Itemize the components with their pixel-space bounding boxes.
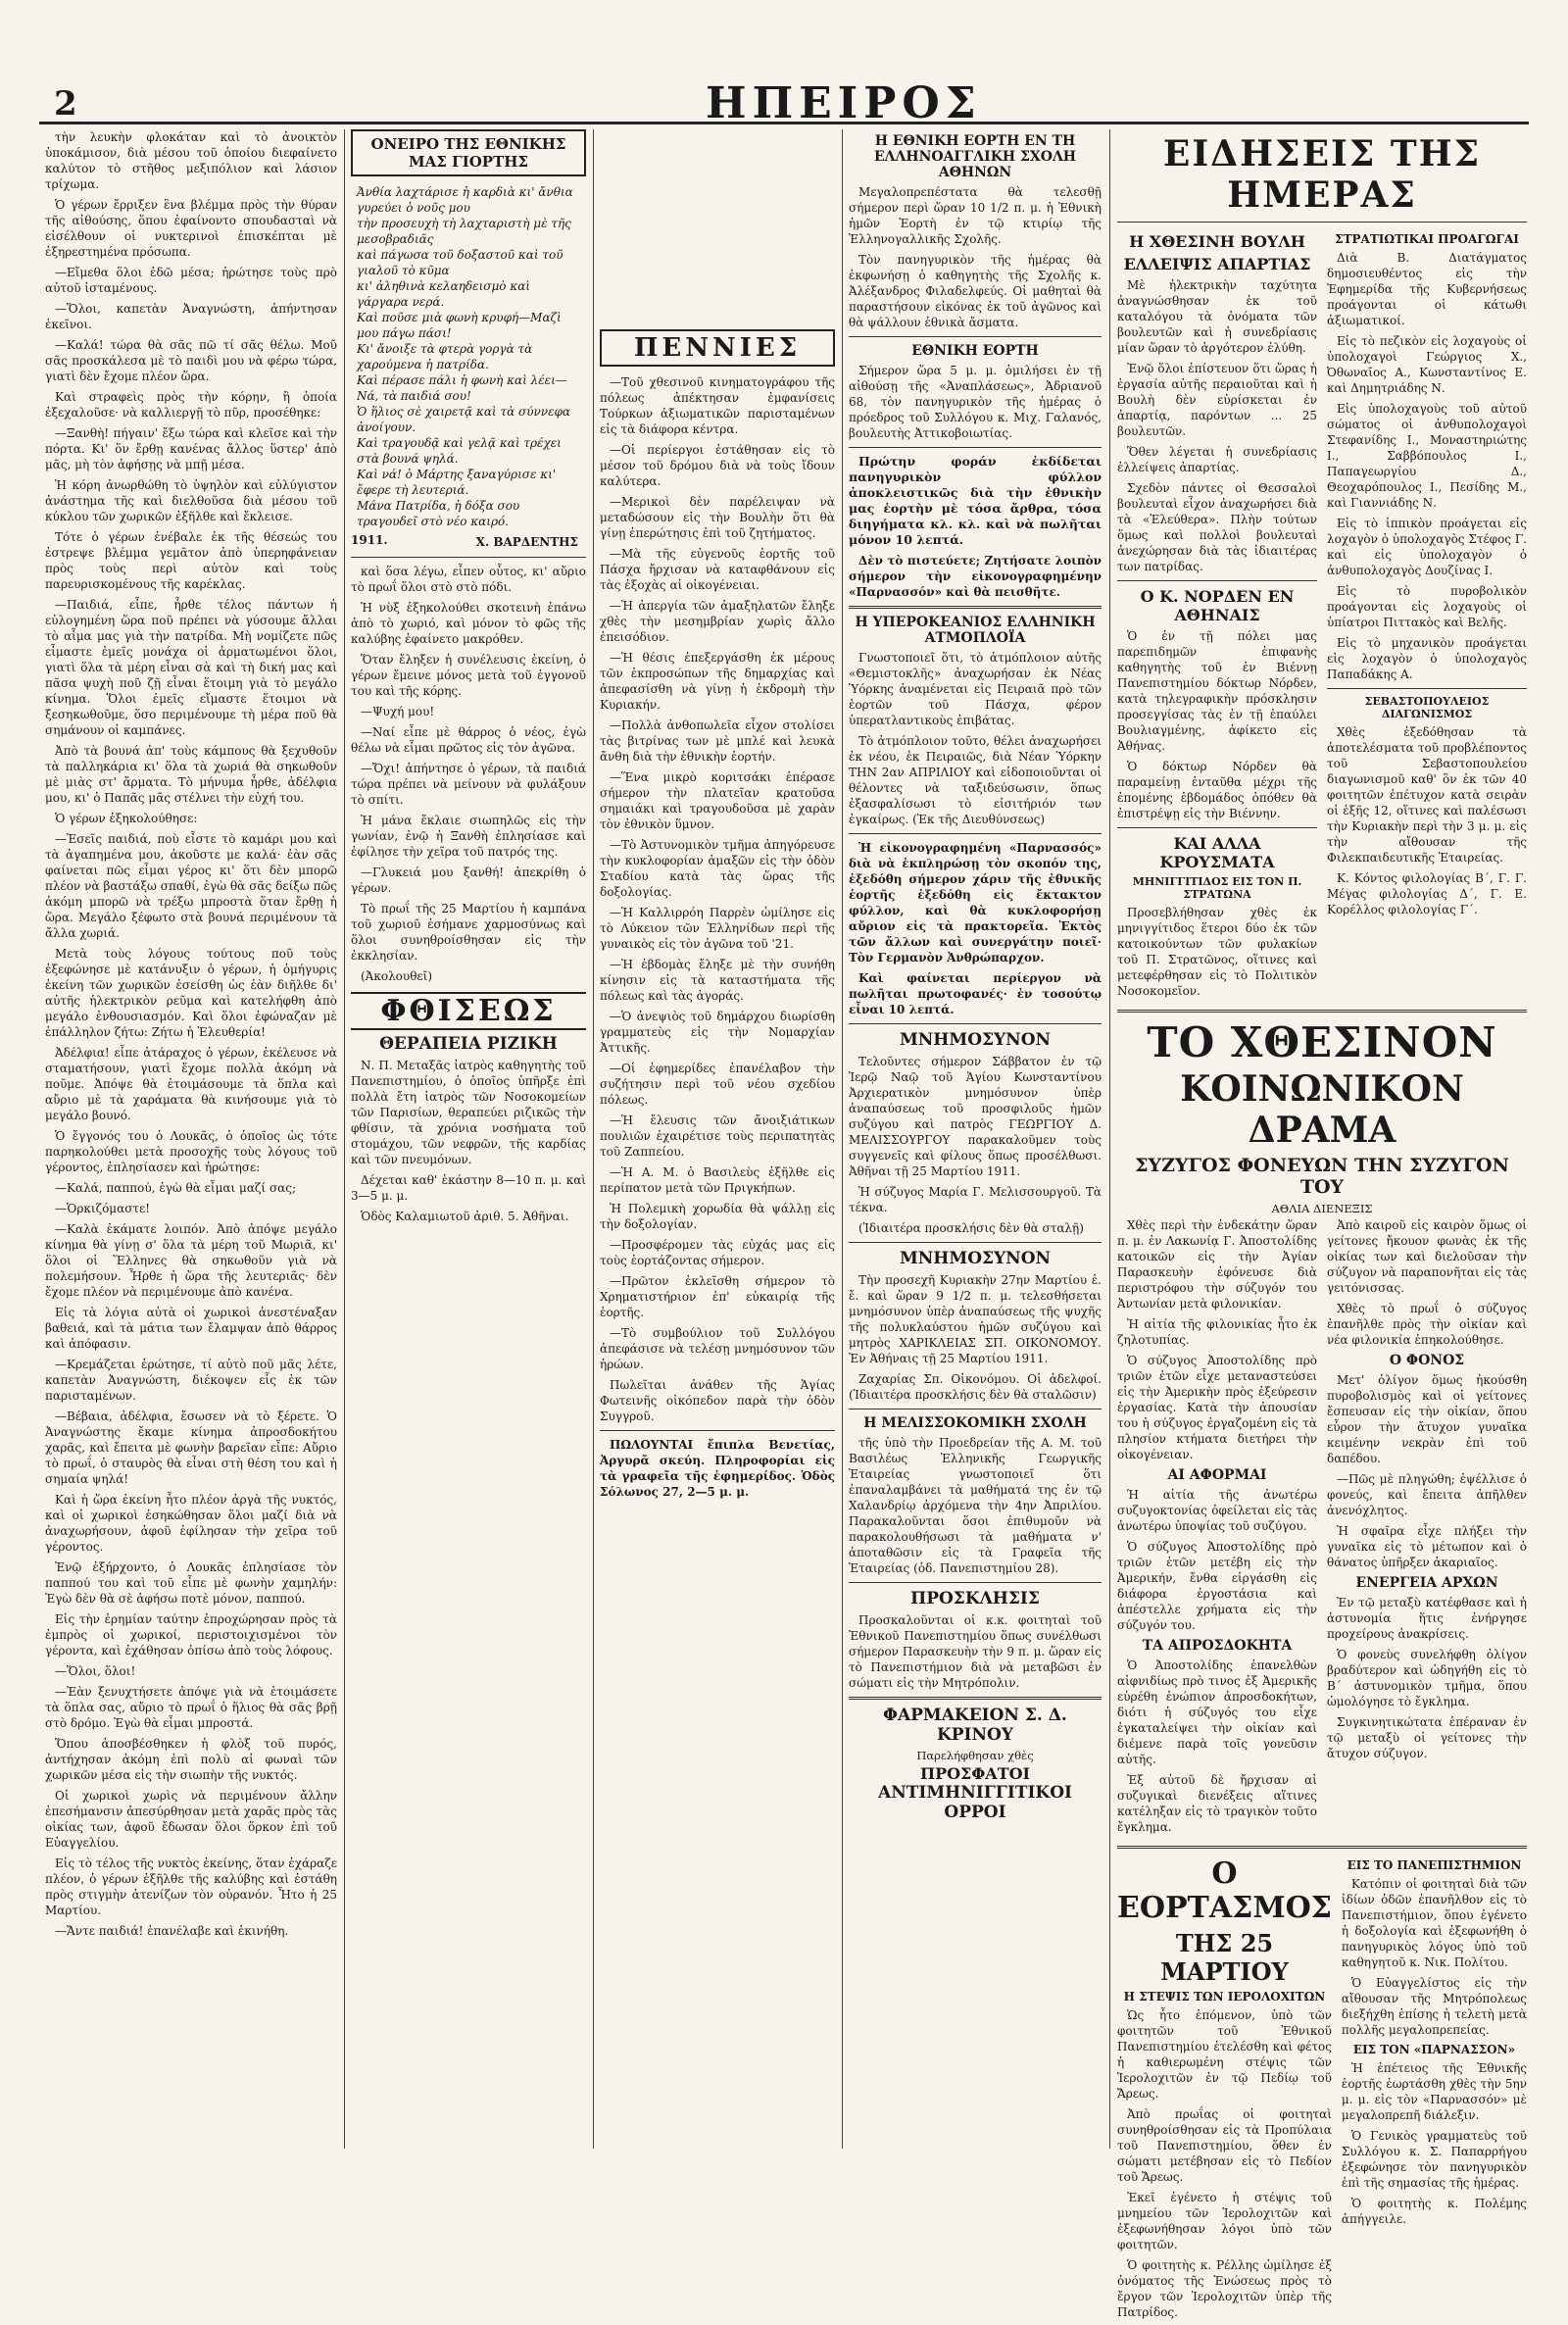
section-body	[1117, 628, 1317, 821]
article-paragraph: Εἰς τὰ λόγια αὐτὰ οἱ χωρικοὶ ἀνεστέναξαν βαθειά, καὶ τὰ μάτια των ἔλαμψαν ἀπὸ θάρρος καὶ ἀπόφασιν.	[45, 1306, 337, 1351]
pharmacy-line: ΑΝΤΙΜΗΝΙΓΓΙΤΙΚΟΙ ΟΡΡΟΙ	[878, 1782, 1072, 1822]
section-body	[1117, 1657, 1317, 1835]
paragraph: Ὁ Γενικὸς γραμματεὺς τοῦ Συλλόγου κ. Σ. Παπαρρήγου ἐξεφώνησε τὸν πανηγυρικὸν ἐπὶ τῆς σημασίας τῆς ἡμέρας.	[1341, 2128, 1527, 2190]
paragraph: Ὁ φονεὺς συνελήφθη ὀλίγον βραδύτερον καὶ ὡδηγήθη εἰς τὸ Β΄ ἀστυνομικὸν τμῆμα, ὅπου ὡμολόγησε τὸ ἔγκλημα.	[1327, 1647, 1527, 1708]
article-paragraph: Τότε ὁ γέρων ἐνέβαλε ἐκ τῆς θέσεώς του ἐστρεψε βλέμμα γεμᾶτον ἀπὸ ὑπερηφάνειαν πρὸς τοὺς περὶ αὐτὸν καὶ τοὺς παρευρισκομένους τῆς καρέκλας.	[45, 530, 337, 591]
article-paragraph: Ἀπὸ τὰ βουνά ἀπ' τοὺς κάμπους θὰ ξεχυθοῦν τὰ παλληκάρια κι' ὅλα τὰ χωριά θὰ σηκωθοῦν μὲ μιὰς στ' ἄρματα. Τὸ μήνυμα ἦρθε, ἀδέλφια μου, κι' ὁ Παπᾶς μᾶς στέλνει τὴν εὐχή του.	[45, 744, 337, 805]
article-paragraph: —Ἐσεῖς παιδιά, ποὺ εἶστε τὸ καμάρι μου καὶ τὰ ἀγαπημένα μου, ἀκοῦστε με καλά· ἐὰν σᾶς φαίνεται πῶς εἶμαι γέρος κι' ὅτι δὲν μπορῶ πλέον νὰ βαστάξω σπαθί, ἐγὼ θὰ σᾶς δείξω πῶς ἀκόμη μπορῶ νὰ τρέξω μπροστὰ ὅταν ἔρθῃ ἡ ὥρα. Μεγάλο ξέφωτο στὰ βουνά περιμένουν τὰ ἄλλα χωριά.	[45, 832, 337, 940]
article-paragraph: Καὶ ἡ ὥρα ἐκείνη ἦτο πλέον ἀργὰ τῆς νυκτός, καὶ οἱ χωρικοὶ ἐσηκώθησαν ὅλοι μαζί διὰ νὰ ἀναχωρήσουν, ἀφοῦ ἐφίλησαν τὴν χεῖρα τοῦ γέροντος.	[45, 1493, 337, 1554]
paragraph: Χθὲς ἐξεδόθησαν τὰ ἀποτελέσματα τοῦ προβλέποντος τοῦ Σεβαστοπουλείου διαγωνισμοῦ καθ' ὃν ἐκ τῶν 40 φοιτητῶν ἐπέτυχον κατὰ σειρὰν οἱ ἑξῆς 12, οἵτινες καὶ παλέσωσι τὴν Κυριακὴν περὶ τὴν 3 μ. μ. εἰς τὴν αἴθουσαν τῆς Φιλεκπαιδευτικῆς Ἑταιρείας.	[1327, 725, 1527, 865]
drama-title: ΚΟΙΝΩΝΙΚΟΝ ΔΡΑΜΑ	[1180, 1068, 1464, 1151]
section-body	[849, 1272, 1102, 1403]
article-paragraph: Ὁ γέρων ἐξηκολούθησε:	[55, 812, 198, 825]
article-paragraph: —Καλὰ ἐκάματε λοιπόν. Ἀπὸ ἀπόψε μεγάλο κίνημα θὰ γίνῃ σ' ὅλα τὰ μέρη τοῦ Μωριᾶ, κι' ὅλοι οἱ Ἕλληνες θὰ σηκωθοῦν γιὰ νὰ πολεμήσουν. Ἦρθε ἡ ὥρα τῆς λευτεριᾶς· δὲν ἔχομε πλέον νὰ περιμένουμε ἀπὸ κανένα.	[45, 1222, 337, 1299]
paragraph: Ἡ αἰτία τῆς φιλονικίας ἦτο ἐκ ζηλοτυπίας.	[1117, 1316, 1317, 1347]
ad-paragraph: Δέχεται καθ' ἑκάστην 8—10 π. μ. καὶ 3—5 μ. μ.	[351, 1173, 586, 1203]
divider	[849, 1582, 1102, 1583]
poem-line: Ὁ ἥλιος σὲ χαιρετᾷ καὶ τὰ σύννεφα ἀνοίγουν.	[357, 405, 571, 434]
article-paragraph: —Κρεμάζεται ἐρώτησε, τί αὐτὸ ποῦ μᾶς λέτε, καπετὰν Ἀναγνώστη, διέκοψεν εἷς ἐκ τῶν παρισταμένων.	[45, 1358, 337, 1403]
subsection-title: ΕΙΣ ΤΟΝ «ΠΑΡΝΑΣΣΟΝ»	[1352, 2042, 1516, 2056]
article-paragraph: —Ὁρκιζόμαστε!	[55, 1202, 151, 1215]
paragraph: Ὁ δόκτωρ Νόρδεν θὰ παραμείνῃ ἐνταῦθα μέχρι τῆς ἐπομένης ἑβδομάδος ὁπόθεν θὰ ἐπιστρέψῃ εἰς τὴν Βιέννην.	[1117, 760, 1317, 820]
section-title: ΕΘΝΙΚΗ ΕΟΡΤΗ	[911, 343, 1039, 359]
ad-body	[351, 1058, 586, 1224]
paragraph: Ὁ ἐν τῇ πόλει μας παρεπιδημῶν ἐπιφανὴς καθηγητὴς τοῦ ἐν Βιέννῃ Πανεπιστημίου δόκτωρ Νόρδεν, κατὰ τηλεγραφικὴν πρόσκλησιν προσεγγίσας τὰς ἐν τῇ ἐπαύλει Βουλιαγμένης, ἀφίκετο εἰς Ἀθήνας.	[1117, 629, 1317, 753]
divider	[1327, 688, 1527, 689]
divider	[849, 447, 1102, 448]
news-brief: —Προσφέρομεν τὰς εὐχάς μας εἰς τοὺς ἑορτάζοντας σήμερον.	[600, 1238, 835, 1267]
paragraph: Ζαχαρίας Σπ. Οἰκονόμου. Οἱ ἀδελφοί. (Ἰδιαιτέρα προσκλήσις δὲν θὰ σταλῶσιν)	[849, 1372, 1102, 1402]
news-brief: Ἡ Πολεμικὴ χορωδία θὰ ψάλλῃ εἰς τὴν δοξολογίαν.	[600, 1202, 835, 1231]
paragraph: Μὲ ἡλεκτρικὴν ταχύτητα ἀναγνώσθησαν ἐκ τοῦ καταλόγου τὰ ὀνόματα τῶν βουλευτῶν καὶ ἡ συνεδρίασις μίαν ὥραν τὸ ἀργότερον ἐλύθη.	[1117, 278, 1317, 355]
paragraph: Σχεδὸν πάντες οἱ Θεσσαλοὶ βουλευταὶ εἶχον ἀναχωρήσει διὰ τὰ «Ἐλεύθερα». Πλὴν τούτων ὅμως καὶ πολλοὶ βουλευταὶ ἀνεχώρησαν διὰ τὰς ἰδιαιτέρας των πατρίδας.	[1117, 481, 1317, 573]
poem-author: Χ. ΒΑΡΔΕΝΤΗΣ	[475, 535, 578, 549]
paragraph: Τὸ ἀτμόπλοιον τοῦτο, θέλει ἀναχωρήσει ἐκ νέου, ἐκ Πειραιῶς, διὰ Νέαν Ὑόρκην ΤΗΝ 2αν ΑΠΡΙΛΙΟΥ καὶ εἰδοποιοῦνται οἱ θέλοντες νὰ ταξιδεύσωσιν, ὅπως ἐξασφαλίσωσι τὸ εἰσιτήριόν των ἐγκαίρως. (Ἐκ τῆς Διευθύνσεως)	[849, 734, 1102, 826]
section-title: Η ΕΘΝΙΚΗ ΕΟΡΤΗ ΕΝ ΤΗ ΕΛΛΗΝΟΑΓΓΛΙΚΗ ΣΧΟΛΗ ΑΘΗΝΩΝ	[873, 133, 1077, 180]
promo-text: Καὶ φαίνεται περίεργον νὰ πωλῆται πρωτοφανές· ἐν τοσούτῳ εἶναι 10 λεπτά.	[849, 971, 1102, 1016]
poem-line: Καὶ τραγουδᾷ καὶ γελᾷ καὶ τρέχει στὰ βουνά ψηλά.	[357, 436, 562, 466]
article-paragraph: Μετὰ τοὺς λόγους τούτους ποῦ τοὺς ἐξεφώνησε μὲ κατάνυξιν ὁ γέρων, ἡ ὁμήγυρις ἐκείνη τῶν χωρικῶν ἐσείσθη ὡς ἐὰν διῆλθε δι' αὐτῆς ἡλεκτρικὸν ρεῦμα καὶ κατελήφθη ἀπὸ μεγάλο ἐνθουσιασμόν. Καὶ ὅλοι ἐφώναζαν μὲ ἐπάλληλον ζήτω: Ζήτω ἡ Ἐλευθερία!	[45, 947, 337, 1039]
article-paragraph: —Καλά! τώρα θὰ σᾶς πῶ τί σᾶς θέλω. Μοῦ σᾶς προσκάλεσα μὲ τὸ παιδὶ μου νὰ φέρω τώρα, γιατὶ δὲν ἔχομε πλέον ὥρα.	[45, 338, 337, 383]
article-paragraph: τὴν λευκὴν φλοκάταν καὶ τὸ ἀνοικτὸν ὑποκάμισον, διὰ μέσου τοῦ ὁποίου διεφαίνετο καλύτον τὸ στῆθος μεξιπόλιον καὶ λάσιον τρίχωμα.	[45, 130, 337, 191]
section-title: Η ΥΠΕΡΟΚΕΑΝΙΟΣ ΕΛΛΗΝΙΚΗ ΑΤΜΟΠΛΟΪΑ	[855, 615, 1096, 646]
column-1	[45, 129, 337, 2149]
section-title: ΜΝΗΜΟΣΥΝΟΝ	[899, 1030, 1052, 1050]
divider	[849, 606, 1102, 609]
section-body	[1327, 724, 1527, 917]
article-paragraph: Ὁ ἔγγονός του ὁ Λουκᾶς, ὁ ὁποῖος ὡς τότε παρηκολούθει μετὰ προσοχῆς τοὺς λόγους τοῦ γέροντος, ἐπλησίασεν καὶ ἠρώτησε:	[45, 1129, 337, 1174]
paragraph: Ἐν τῷ μεταξὺ κατέφθασε καὶ ἡ ἀστυνομία ἥτις ἐνήργησε προχείρους ἀνακρίσεις.	[1327, 1595, 1527, 1641]
paragraph: Τελοῦντες σήμερον Σάββατον ἐν τῷ Ἱερῷ Ναῷ τοῦ Ἁγίου Κωνσταντίνου Ἀρχιερατικὸν μνημόσυνον ὑπὲρ ἀναπαύσεως τοῦ προσφιλοῦς ἡμῶν συζύγου καὶ πατρὸς ΓΕΩΡΓΙΟΥ Δ. ΜΕΛΙΣΣΟΥΡΓΟΥ παρακαλοῦμεν τοὺς συγγενεῖς καὶ φίλους ὅπως προσέλθωσι. Ἀθῆναι τῇ 25 Μαρτίου 1911.	[849, 1055, 1102, 1178]
poem-line: Μάνα Πατρίδα, ἡ δόξα σου τραγουδεῖ στὸ νέο καιρό.	[357, 499, 520, 528]
divider	[1117, 827, 1317, 828]
section-body	[1327, 1595, 1527, 1761]
news-brief: —Ἡ ἐβδομὰς ἔληξε μὲ τὴν συνήθη κίνησιν εἰς τὰ καταστήματα τῆς πόλεως καὶ τὰς ἀγοράς.	[600, 958, 835, 1003]
paragraph: Κατόπιν οἱ φοιτηταὶ διὰ τῶν ἰδίων ὁδῶν ἐπανῆλθον εἰς τὸ Πανεπιστήμιον, ὅπου ἐγένετο ἡ δοξολογία καὶ ἐξεφωνήθη ὁ πανηγυρικὸς λόγος ὑπὸ τοῦ καθηγητοῦ κ. Νικ. Πολίτου.	[1341, 1876, 1527, 1969]
paragraph: Προσκαλοῦνται οἱ κ.κ. φοιτηταὶ τοῦ Ἐθνικοῦ Πανεπιστημίου ὅπως συνέλθωσι σήμερον Παρασκευὴν τὴν 9 π. μ. ὥραν εἰς τὸ Πανεπιστήμιον διὰ νὰ μεταβῶσι ἐν σώματι εἰς τὴν Μητρόπολιν.	[849, 1613, 1102, 1690]
section-title: Η ΜΕΛΙΣΣΟΚΟΜΙΚΗ ΣΧΟΛΗ	[863, 1415, 1087, 1431]
subsection-title: ΑΙ ΑΦΟΡΜΑΙ	[1167, 1466, 1267, 1483]
drama-title: ΤΟ ΧΘΕΣΙΝΟΝ	[1147, 1018, 1497, 1066]
subsection-title: ΣΕΒΑΣΤΟΠΟΥΛΕΙΟΣ ΔΙΑΓΩΝΙΣΜΟΣ	[1364, 695, 1490, 720]
news-brief: —Ἡ θέσις ἐπεξεργάσθη ἐκ μέρους τῶν ἐκπροσώπων τῆς δημαρχίας καὶ ἀπεφασίσθη νὰ γίνῃ ἡ ἐκδρομὴ τὴν Κυριακήν.	[600, 651, 835, 712]
paragraph: Ἐνῷ ὅλοι ἐπίστευον ὅτι ὥρας ἡ ἐργασία αὐτῆς περαιοῦται καὶ ἡ Βουλὴ δὲν εὑρίσκεται ἐν ἀπαρτίᾳ, παρόντων ... 25 βουλευτῶν.	[1117, 362, 1317, 438]
divider	[849, 336, 1102, 337]
column-divider	[344, 129, 345, 2149]
subsection-title: Ο Κ. ΝΟΡΔΕΝ ΕΝ ΑΘΗΝΑΙΣ	[1140, 587, 1295, 624]
paragraph: Ἡ αἰτία τῆς ἀνωτέρω συζυγοκτονίας ὀφείλεται εἰς τὰς ἀνωτέρω ὑποψίας τοῦ συζύγου.	[1117, 1487, 1317, 1533]
paragraph: —Πῶς μὲ πληγώθη; ἐψέλλισε ὁ φονεύς, καὶ ἔπειτα ἀπῆλθεν ἀνενόχλητος.	[1327, 1471, 1527, 1517]
news-briefs	[600, 374, 835, 1424]
paragraph: Συγκινητικώτατα ἐπέραναν ἐν τῷ μεταξὺ οἱ γείτονες τὴν ἄτυχον σύζυγον.	[1327, 1714, 1527, 1760]
poem-line: κι' ἀληθινὰ κελαηδεισμὸ καὶ γάργαρα νερά.	[357, 279, 531, 309]
section-body	[849, 363, 1102, 441]
ad-subtitle: ΘΕΡΑΠΕΙΑ ΡΙΖΙΚΗ	[379, 1034, 558, 1054]
header-rule	[39, 122, 1529, 124]
divider	[849, 1023, 1102, 1024]
story-paragraph: καὶ ὅσα λέγω, εἶπεν οὗτος, κι' αὔριο τὸ πρωΐ ὅλοι στὸ στὸ πόδι.	[351, 565, 586, 594]
section-body	[849, 1435, 1102, 1576]
section-body	[1342, 1876, 1527, 2038]
news-brief: —Πρῶτον ἐκλεῖσθη σήμερον τὸ Χρηματιστήριον ἐπ' εὐκαιρίᾳ τῆς ἑορτῆς.	[600, 1274, 835, 1319]
pennies-title: ΠΕΝΝΙΕΣ	[600, 329, 835, 367]
news-brief: —Τοῦ χθεσινοῦ κινηματογράφου τῆς πόλεως ἀπέκτησαν ἐμφανίσεις Τούρκων ἀξιωματικῶν παρισταμένων εἰς τὰ διάφορα κέντρα.	[600, 375, 835, 436]
story-paragraph: Τὸ πρωΐ τῆς 25 Μαρτίου ἡ καμπάνα τοῦ χωριοῦ ἐσήμανε χαρμοσύνως καὶ ὅλοι συνηθροίσθησαν εἰς τὴν ἐκκλησίαν.	[351, 902, 586, 963]
paragraph: Ἀπὸ πρωΐας οἱ φοιτηταὶ συνηθροίσθησαν εἰς τὰ Προπύλαια τοῦ Πανεπιστημίου, ὅθεν ἐν σώματι μετέβησαν εἰς τὸ Πεδίον τοῦ Ἄρεως.	[1117, 2106, 1332, 2184]
paragraph: Εἰς τὸ πυροβολικὸν προάγονται εἰς λοχαγοὺς οἱ ὑπίατροι Πιττακὸς καὶ Βελῆς.	[1327, 584, 1527, 629]
paragraph: Ἡ σφαῖρα εἶχε πλήξει τὴν γυναῖκα εἰς τὸ μέτωπον καὶ ὁ θάνατος ὑπῆρξεν ἀκαριαῖος.	[1327, 1523, 1527, 1569]
divider	[1117, 222, 1527, 223]
news-brief: —Οἱ περίεργοι ἐστάθησαν εἰς τὸ μέσον τοῦ δρόμου διὰ νὰ τοὺς ἴδουν καλύτερα.	[600, 443, 835, 488]
article-paragraph: —Βέβαια, ἀδέλφια, ἔσωσεν νὰ τὸ ξέρετε. Ὁ Ἀναγνώστης ἔκαμε κίνημα ἀπροσδοκήτου χαρᾶς, καὶ ἔπειτα μὲ φωνὴν βαρεῖαν εἶπε: Αὔριο τὸ πρωΐ, ὁ σταυρὸς θὰ εἶναι στὴ θέση του καὶ ἡ σημαία ψηλά!	[45, 1410, 337, 1486]
subsection-title: ΚΑΙ ΑΛΛΑ ΚΡΟΥΣΜΑΤΑ	[1159, 834, 1275, 871]
story-paragraph: (Ἀκολουθεῖ)	[361, 969, 433, 983]
paragraph: Ὁ σύζυγος Ἀποστολίδης πρὸ τριῶν ἐτῶν μετέβη εἰς τὴν Ἀμερικήν, ἔνθα εἰργάσθη εἰς διάφορα ἐργοστάσια καὶ ἀπέστελλε χρήματα εἰς τὴν σύζυγόν του.	[1117, 1539, 1317, 1632]
divider	[1117, 1846, 1527, 1849]
news-brief: —Πολλὰ ἀνθοπωλεῖα εἶχον στολίσει τὰς βιτρίνας των μὲ μπλέ καὶ λευκὰ ἄνθη διὰ τὴν ἐθνικὴν ἑορτήν.	[600, 718, 835, 764]
news-brief: —Ἡ ἀπεργία τῶν ἀμαξηλατῶν ἔληξε χθὲς τὴν μεσημβρίαν χωρὶς ἄλλο ἐπεισόδιον.	[600, 599, 835, 644]
festival-subtitle: Η ΣΤΕΨΙΣ ΤΩΝ ΙΕΡΟΛΟΧΙΤΩΝ	[1123, 1989, 1326, 2003]
poem-line: Ἀνθία λαχτάρισε ἡ καρδιὰ κι' ἄνθια γυρεύει ὁ νοῦς μου	[357, 185, 573, 215]
poem-line: Καὶ νά! ὁ Μάρτης ξαναγύρισε κι' ἔφερε τὴ λευτεριά.	[357, 468, 557, 497]
paragraph: Ὁ Ἀποστολίδης ἐπανελθὼν αἰφνιδίως πρὸ τινος ἐξ Ἀμερικῆς εὑρέθη ἐνώπιον ἀπροσδοκήτων, διότι ἡ σύζυγός του εἶχε ἐγκαταλείψει τὴν οἰκίαν καὶ διέμενε παρὰ τοῖς γονεῦσιν αὐτῆς.	[1117, 1657, 1317, 1766]
poem-body	[351, 184, 586, 529]
news-brief: —Ἡ ἔλευσις τῶν ἄνοιξιάτικων πουλιῶν ἐχαιρέτισε τοὺς περιπατητὰς τοῦ Ζαππείου.	[600, 1113, 835, 1159]
masthead: ΗΠΕΙΡΟΣ	[706, 78, 982, 128]
paragraph: Εἰς τὸ πεζικὸν εἰς λοχαγοὺς οἱ ὑπολοχαγοὶ Γεώργιος Χ., Ὀθωναῖος Α., Κωνσταντίνος Ε. καὶ Δημητριάδης Ν.	[1327, 334, 1527, 395]
story-paragraph: —Ψυχή μου!	[361, 705, 435, 718]
article-paragraph: Ὁ γέρων ἔρριξεν ἓνα βλέμμα πρὸς τὴν θύραν τῆς αἰθούσης, ὅπου ἐφαίνοντο σπουδασταὶ νὰ εἰσέλθουν οἱ νυκτερινοὶ ἐπισκέπται μὲ ἐξηρεστημένα πρόσωπα.	[45, 198, 337, 259]
article-paragraph: —Ξανθὴ! πήγαιν' ἔξω τώρα καὶ κλεῖσε καὶ τὴν πόρτα. Κι' ὅν ἔρθῃ κανένας ἄλλος ὕστερ' ἀπὸ μᾶς, μὴ τὸν ἀφήσῃς νὰ μπῇ μέσα.	[45, 426, 337, 471]
article-paragraph: Ἡ κόρη ἀνωρθώθη τὸ ὑψηλὸν καὶ εὐλύγιστον ἀνάστημα τῆς καὶ διελθοῦσα διὰ μέσου τοῦ κύκλου τῶν χωρικῶν ἐξῆλθε καὶ ἔκλεισε.	[45, 478, 337, 523]
divider	[849, 1697, 1102, 1700]
promo-text: Ἡ εἰκονογραφημένη «Παρνασσός» διὰ νὰ ἐκπληρώσῃ τὸν σκοπόν της, ἐξεδόθη σήμερον χάριν τῆς ἐθνικῆς ἑορτῆς ἐξεδόθη εἰς ἔκτακτον φύλλον, καὶ θὰ κυκλοφορήσῃ αὔριον εἰς τὰ πρακτορεῖα. Ἐκτὸς τῶν ἄλλων καὶ συνεργάτην ποιεῖ· Τὸν Γερμανὸν Ἀνθρώπαρχον.	[849, 841, 1102, 965]
classified-ad: ΠΩΛΟΥΝΤΑΙ ἔπιπλα Βενετίας, Ἀργυρᾶ σκεύη. Πληροφορίαι εἰς τὰ γραφεῖα τῆς ἐφημερίδος. Ὁδὸς Σόλωνος 27, 2—5 μ. μ.	[600, 1438, 835, 1499]
subsection-title: Ο ΦΟΝΟΣ	[1389, 1352, 1465, 1368]
paragraph: Εἰς ὑπολοχαγοὺς τοῦ αὐτοῦ σώματος οἱ ἀνθυπολοχαγοὶ Στεφανίδης Ι., Μοναστηριώτης Ι., Σαββόπουλος Ι., Παπαγεωργίου Δ., Θεοχαρόπουλος Ι., Πεσίδης Μ., καὶ Γιαννιάδης Ν.	[1327, 402, 1527, 510]
drama-subtitle: ΑΘΛΙΑ ΔΙΕΝΕΞΙΣ	[1271, 1202, 1373, 1215]
section-body	[849, 184, 1102, 330]
divider	[600, 1430, 835, 1431]
article-paragraph: —Ὅλοι, ὅλοι!	[55, 1664, 136, 1678]
section-body	[1117, 905, 1317, 999]
section-body	[849, 1612, 1102, 1691]
paragraph: Μετ' ὀλίγον ὅμως ἠκούσθη πυροβολισμὸς καὶ οἱ γείτονες ἔσπευσαν εἰς τὴν οἰκίαν, ὅπου εὗρον τὴν ἄτυχον γυναῖκα κειμένην νεκρὰν ἐπὶ τοῦ δαπέδου.	[1327, 1372, 1527, 1465]
news-brief: —Ἡ Α. Μ. ὁ Βασιλεὺς ἐξῆλθε εἰς περίπατον μετὰ τῶν Πριγκήπων.	[600, 1165, 835, 1195]
news-brief: —Τὸ συμβούλιον τοῦ Συλλόγου ἀπεφάσισε νὰ τελέσῃ μνημόσυνον τῶν ἡρώων.	[600, 1326, 835, 1371]
poem-line: Καὶ πέρασε πάλι ἡ φωνὴ καὶ λέει— Νά, τὰ παιδιά σου!	[357, 373, 567, 403]
article-paragraph: —Ὅλοι, καπετὰν Ἀναγνώστη, ἀπήντησαν ἐκεῖνοι.	[45, 302, 337, 331]
paragraph: Τὴν προσεχῆ Κυριακὴν 27ην Μαρτίου ἐ. ἔ. καὶ ὥραν 9 1/2 π. μ. τελεσθήσεται μνημόσυνον ὑπὲρ ἀναπαύσεως τῆς ψυχῆς τῆς πολυκλαύστου ἡμῶν συζύγου καὶ μητρὸς ΧΑΡΙΚΛΕΙΑΣ ΣΠ. ΟΙΚΟΝΟΜΟΥ. Ἐν Ἀθήναις τῇ 25 Μαρτίου 1911.	[849, 1273, 1102, 1365]
subsection-subtitle: ΕΛΛΕΙΨΙΣ ΑΠΑΡΤΙΑΣ	[1123, 255, 1311, 273]
section-body	[1117, 1217, 1317, 1462]
section-title: ΠΡΟΣΚΛΗΣΙΣ	[910, 1589, 1040, 1608]
section-body	[1117, 2007, 1332, 2320]
serial-story	[351, 564, 586, 984]
article-paragraph: —Ἄντε παιδιά! ἐπανέλαβε καὶ ἐκινήθη.	[55, 1924, 289, 1938]
subsection-title: ΣΤΡΑΤΙΩΤΙΚΑΙ ΠΡΟΑΓΩΓΑΙ	[1335, 232, 1519, 246]
paragraph: Ἡ σύζυγος Μαρία Γ. Μελισσουργοῦ. Τὰ τέκνα.	[849, 1185, 1102, 1214]
pharmacy-line: Παρελήφθησαν χθὲς	[916, 1749, 1034, 1762]
subsection-title: ΕΙΣ ΤΟ ΠΑΝΕΠΙΣΤΗΜΙΟΝ	[1347, 1857, 1522, 1872]
section-body	[1327, 1217, 1527, 1348]
column-2	[351, 129, 586, 2149]
paragraph: τῆς ὑπὸ τὴν Προεδρείαν τῆς Α. Μ. τοῦ Βασιλέως Ἑλληνικῆς Γεωργικῆς Ἑταιρείας γνωστοποιεῖ ὅτι ἐπαναλαμβάνει τὰ μαθήματά της ἐν τῷ Χαλανδρίῳ ἀρχόμενα τὴν 4ην Ἀπριλίου. Παρακαλοῦνται ὅσοι ἐπιθυμοῦν νὰ παρακολουθήσωσι τὰ μαθήματα ν' ἀποταθῶσιν εἰς τὰ Γραφεῖα τῆς Ἑταιρείας (ὁδ. Πανεπιστημίου 28).	[849, 1436, 1102, 1575]
article-paragraph: Ὅπου ἀποσβέσθηκεν ἡ φλὸξ τοῦ πυρός, ἀντήχησαν ἀκόμη ἐπὶ πολὺ αἱ φωναὶ τῶν χωρικῶν μέσα εἰς τὴν σιωπὴν τῆς νυκτός.	[45, 1737, 337, 1782]
column-divider	[593, 129, 594, 2149]
paragraph: Κ. Κόντος φιλολογίας Β΄, Γ. Γ. Μέγας φιλολογίας Δ΄, Γ. Ε. Κορέλλος φιλολογίας Γ΄.	[1327, 871, 1527, 916]
paragraph: Ἡ ἐπέτειος τῆς Ἐθνικῆς ἑορτῆς ἐωρτάσθη χθὲς τὴν 5ην μ. μ. εἰς τὸν «Παρνασσόν» μὲ μεγαλοπρεπῆ διάλεξιν.	[1341, 2060, 1527, 2122]
promo-text: Πρώτην φοράν ἐκδίδεται πανηγυρικὸν φύλλον ἀποκλειστικῶς διὰ τὴν ἐθνικὴν μας ἑορτὴν μὲ τόσα ἄρθρα, τόσα διηγήματα κλ. κλ. καὶ νὰ πωλῆται μόνον 10 λεπτά.	[849, 454, 1102, 547]
pharmacy-line: ΠΡΟΣΦΑΤΟΙ	[919, 1763, 1031, 1783]
news-brief: —Ὁ ἀνεψιὸς τοῦ δημάρχου διωρίσθη γραμματεὺς εἰς τὴν Νομαρχίαν Ἀττικῆς.	[600, 1010, 835, 1055]
article-paragraph: Ἀδέλφια! εἶπε ἀτάραχος ὁ γέρων, ἐκέλευσε νὰ σταματήσουν, γιατὶ ἔχομε πολλὰ ἀκόμη νὰ ποῦμε. Ἀπόψε θὰ ἐτοιμάσουμε τὰ ὅπλα καὶ αὔριο μὲ τὰ χαράματα θὰ κινήσουμε γιὰ τὸ μεγάλο βουνό.	[45, 1046, 337, 1122]
paragraph: Τὸν πανηγυρικὸν τῆς ἡμέρας θὰ ἐκφωνήσῃ ὁ καθηγητὴς τῆς Σχολῆς κ. Ἀλέξανδρος Φιλαδελφεύς. Οἱ μαθηταὶ θὰ παραστήσουν εἰκόνας ἐκ τοῦ ἀγῶνος καὶ θὰ ψάλλουν ἐθνικὰ ἄσματα.	[849, 253, 1102, 329]
paragraph: Ὁ σύζυγος Ἀποστολίδης πρὸ τριῶν ἐτῶν εἶχε μεταναστεύσει εἰς τὴν Ἀμερικὴν πρὸς ἐξεύρεσιν ἐργασίας. Κατὰ τὴν ἀπουσίαν του ἡ σύζυγος ἐργαζομένη εἰς τὰ πλησίον κτήματα διετήρει τὴν οἰκογένειαν.	[1117, 1353, 1317, 1461]
news-brief: —Μερικοὶ δὲν παρέλειψαν νὰ μεταδώσουν εἰς τὴν Βουλὴν ὅτι θὰ γίνῃ ἐπερώτησις ἐπὶ τοῦ ζητήματος.	[600, 495, 835, 540]
article-paragraph: —Καλά, παππού, ἐγὼ θὰ εἶμαι μαζί σας;	[55, 1181, 296, 1195]
poem-year: 1911.	[351, 533, 388, 547]
divider	[849, 1242, 1102, 1243]
story-paragraph: Ἡ μάνα ἔκλαιε σιωπηλῶς εἰς τὴν γωνίαν, ἐνῷ ἡ Ξανθὴ ἐπλησίασε καὶ ἐφίλησε τὴν χεῖρα τοῦ πατρός της.	[351, 814, 586, 859]
section-body	[849, 650, 1102, 827]
paragraph: Σήμερον ὥρα 5 μ. μ. ὁμιλήσει ἐν τῇ αἰθούσῃ τῆς «Ἀναπλάσεως», Ἀδριανοῦ 68, τὸν πανηγυρικὸν τῆς ἡμέρας ὁ πρόεδρος τοῦ Συλλόγου κ. Μιχ. Γαλανός, βουλευτὴς Ἀττικοβοιωτίας.	[849, 364, 1102, 440]
article-paragraph: —Ἐὰν ξενυχτήσετε ἀπόψε γιὰ νὰ ἑτοιμάσετε τὰ ὅπλα σας, αὔριο τὸ πρωΐ ὁ ἥλιος θὰ σᾶς βρῇ στὸ δρόμο. Ἐγὼ θὰ εἶμαι μπροστά.	[45, 1685, 337, 1730]
story-paragraph: —Ναί εἶπε μὲ θάρρος ὁ νέος, ἐγὼ θέλω νὰ εἶμαι πρῶτος εἰς τὸν ἀγῶνα.	[351, 725, 586, 755]
paragraph: Ὡς ἦτο ἑπόμενον, ὑπὸ τῶν φοιτητῶν τοῦ Ἐθνικοῦ Πανεπιστημίου ἐτελέσθη καὶ φέτος ἡ καθιερωμένη στέψις τῶν Ἱερολοχιτῶν ἐν τῷ Πεδίῳ τοῦ Ἄρεως.	[1117, 2007, 1332, 2101]
pharmacy-title: ΦΑΡΜΑΚΕΙΟΝ Σ. Δ. ΚΡΙΝΟΥ	[883, 1706, 1067, 1745]
section-body	[1342, 2060, 1527, 2227]
news-brief: —Τὸ Ἀστυνομικὸν τμῆμα ἀπηγόρευσε τὴν κυκλοφορίαν ἁμαξῶν εἰς τὴν ὁδὸν Σταδίου κατὰ τὰς ὥρας τῆς δοξολογίας.	[600, 838, 835, 899]
news-brief: —Ἕνα μικρὸ κοριτσάκι ἐπέρασε σήμερον τὴν πλατεῖαν κρατοῦσα σημαιάκι καὶ τραγουδοῦσα μὲ χαρὰν τὸν ἐθνικὸν ὕμνον.	[600, 770, 835, 831]
divider	[1117, 1010, 1527, 1013]
section-body	[1117, 277, 1317, 574]
story-paragraph: —Γλυκειά μου ξανθή! ἀπεκρίθη ὁ γέρων.	[351, 866, 586, 895]
article-paragraph: —Εἴμεθα ὅλοι ἐδῶ μέσα; ἠρώτησε τοὺς πρὸ αὐτοῦ ἱσταμένους.	[45, 266, 337, 295]
story-paragraph: —Ὄχι! ἀπήντησε ὁ γέρων, τὰ παιδιά τώρα πρέπει νὰ μείνουν νὰ φυλάξουν τὸ σπίτι.	[351, 762, 586, 807]
section-title: ΜΝΗΜΟΣΥΝΟΝ	[899, 1249, 1052, 1268]
paragraph: Διὰ Β. Διατάγματος δημοσιευθέντος εἰς τὴν Ἐφημερίδα τῆς Κυβερνήσεως προάγονται οἱ κάτωθι ἀξιωματικοί.	[1327, 251, 1527, 327]
paragraph: Εἰς τὸ ἱππικὸν προάγεται εἰς λοχαγὸν ὁ ὑπολοχαγὸς Στέφος Γ. καὶ εἰς ὑπολοχαγὸν ὁ ἀνθυπολοχαγὸς Δουζίνας Ι.	[1327, 517, 1527, 577]
subsection-title: Η ΧΘΕΣΙΝΗ ΒΟΥΛΗ	[1129, 232, 1305, 251]
news-section-title: ΕΙΔΗΣΕΙΣ ΤΗΣ ΗΜΕΡΑΣ	[1162, 133, 1482, 216]
paragraph: Ἐκεῖ ἐγένετο ἡ στέψις τοῦ μνημείου τῶν Ἱερολοχιτῶν καὶ ἐξεφωνήθησαν λόγοι ὑπὸ τῶν φοιτητῶν.	[1117, 2190, 1332, 2251]
news-brief: Πωλεῖται ἀνάθεν τῆς Ἁγίας Φωτεινῆς οἰκόπεδον παρὰ τὴν ὁδὸν Συγγροῦ.	[600, 1378, 835, 1423]
column-divider	[1109, 129, 1110, 2149]
subsection-title: ΕΝΕΡΓΕΙΑ ΑΡΧΩΝ	[1355, 1574, 1498, 1591]
section-body	[1327, 1372, 1527, 1570]
paragraph: Ἐξ αὐτοῦ δὲ ἤρχισαν αἱ συζυγικαὶ διενέξεις αἵτινες κατέληξαν εἰς τὸ τραγικὸν τοῦτο ἔγκλημα.	[1117, 1772, 1317, 1834]
festival-title: Ο ΕΟΡΤΑΣΜΟΣ	[1117, 1855, 1332, 1925]
festival-title: ΤΗΣ 25 ΜΑΡΤΙΟΥ	[1160, 1928, 1289, 1986]
article-paragraph: Καὶ στραφεὶς πρὸς τὴν κόρην, ἢ ὁποία ἐξεχαλοῦσε· νὰ καλλιεργῇ τὸ πῦρ, προσέθηκε:	[45, 390, 337, 420]
subsection-title: ΤΑ ΑΠΡΟΣΔΟΚΗΤΑ	[1142, 1637, 1293, 1654]
article-paragraph: Ἐνῷ ἐξήρχοντο, ὁ Λουκᾶς ἐπλησίασε τὸν παππού του καὶ τοῦ εἶπε μὲ φωνὴν χαμηλήν: Ἐγὼ δὲν θὰ σὲ ἀφήσω ποτὲ μόνον, παππού.	[45, 1560, 337, 1606]
paragraph: Ὁ Εὐαγγελίστος εἰς τὴν αἴθουσαν τῆς Μητρόπολεως διεξήχθη ἐπίσης ἡ τελετὴ μετὰ πολλῆς μεγαλοπρεπείας.	[1341, 1975, 1527, 2037]
news-brief: —Μὰ τῆς εὐγενοῦς ἑορτῆς τοῦ Πάσχα ἤρχισαν νὰ καταφθάνουν εἰς τὰς ἐξοχὰς αἱ οἰκογένειαι.	[600, 547, 835, 592]
article-paragraph: Οἱ χωρικοὶ χωρὶς νὰ περιμένουν ἄλλην ἐπεσήμανσιν ἀπεσύρθησαν μετὰ χαρᾶς πρὸς τὰς οἰκίας των, ἀφοῦ ἔδωσαν ὅλοι ὅρκον ἐπὶ τοῦ Εὐαγγελίου.	[45, 1789, 337, 1850]
paragraph: Εἰς τὸ μηχανικὸν προάγεται εἰς λοχαγὸν ὁ ὑπολοχαγὸς Παπαδάκης Α.	[1327, 636, 1527, 681]
paragraph: Ὁ φοιτητὴς κ. Πολέμης ἀπήγγειλε.	[1341, 2196, 1527, 2226]
article-paragraph: Εἰς τὸ τέλος τῆς νυκτὸς ἐκείνης, ὅταν ἐχάραζε πλέον, ὁ γέρων ἐξῆλθε τῆς καλύβης καὶ ἐστάθη πρὸς στιγμὴν ἀτενίζων τὸν οὐρανόν. Ἦτο ἡ 25 Μαρτίου.	[45, 1856, 337, 1917]
poem-line: καὶ πάγωσα τοῦ δοξαστοῦ καὶ τοῦ γιαλοῦ τὸ κῦμα	[357, 248, 564, 277]
poem-line: Καὶ ποῦσε μιὰ φωνὴ κρυφή—Μαζὶ μου πάγω πάσι!	[357, 311, 562, 340]
poem-title: ΟΝΕΙΡΟ ΤΗΣ ΕΘΝΙΚΗΣ ΜΑΣ ΓΙΟΡΤΗΣ	[351, 129, 586, 176]
column-divider	[842, 129, 843, 2149]
paragraph: Ὁ φοιτητὴς κ. Ρέλλης ὡμίλησε ἐξ ὀνόματος τῆς Ἑνώσεως πρὸς τὸ ἔργον τῶν Ἱερολοχιτῶν ὑπὲρ τῆς Πατρίδος.	[1117, 2257, 1332, 2319]
paragraph: Χθὲς περὶ τὴν ἑνδεκάτην ὥραν π. μ. ἐν Λακωνίᾳ Γ. Ἀποστολίδης κατοικῶν εἰς τὴν Ἀγίαν Παρασκευὴν ἐφόνευσε διὰ περιστρόφου τὴν σύζυγόν του Ἀντωνίαν μετὰ φιλονικίαν.	[1117, 1217, 1317, 1311]
story-paragraph: Ὅταν ἔληξεν ἡ συνέλευσις ἐκείνη, ὁ γέρων ἔμεινε μόνος μετὰ τοῦ ἐγγονοῦ του καὶ τῆς κόρης.	[351, 653, 586, 698]
divider	[849, 1409, 1102, 1410]
column-4	[849, 129, 1102, 2149]
paragraph: (Ἰδιαιτέρα προσκλήσις δὲν θὰ σταλῇ)	[858, 1221, 1084, 1235]
divider	[1117, 580, 1317, 581]
subsection-subtitle: ΜΗΝΙΓΓΙΤΙΔΟΣ ΕΙΣ ΤΟΝ Π. ΣΤΡΑΤΩΝΑ	[1132, 875, 1302, 901]
story-paragraph: Ἡ νὺξ ἐξηκολούθει σκοτεινὴ ἐπάνω ἀπὸ τὸ χωριό, καὶ μόνον τὸ φῶς τῆς καλύβης ἐφαίνετο μακρόθεν.	[351, 601, 586, 646]
ad-paragraph: Ν. Π. Μεταξᾶς ἰατρὸς καθηγητὴς τοῦ Πανεπιστημίου, ὁ ὁποῖος ὑπῆρξε ἐπὶ πολλὰ ἔτη ἰατρὸς τῶν Νοσοκομείων τῶν Παρισίων, θεραπεύει ριζικῶς τὴν φθίσιν, τὰ χρόνια νοσήματα τοῦ στομάχου, τῶν νεφρῶν, τῆς καρδίας καὶ τῶν πνευμόνων.	[351, 1059, 586, 1166]
paragraph: Χθὲς τὸ πρωΐ ὁ σύζυγος ἐπανῆλθε πρὸς τὴν οἰκίαν καὶ νέα φιλονικία ἐπηκολούθησε.	[1327, 1301, 1527, 1347]
divider	[351, 557, 586, 558]
news-brief: —Οἱ ἐφημερίδες ἐπανέλαβον τὴν συζήτησιν περὶ τοῦ νέου σχεδίου πόλεως.	[600, 1062, 835, 1107]
article-paragraph: —Παιδιά, εἶπε, ἦρθε τέλος πάντων ἡ εὐλογημένη ὥρα ποῦ πρέπει νὰ γύσουμε ἄλλαι τὸ αἷμα μας γιὰ τὴν πατρίδα. Μὴ νομίζετε πῶς εἶμαστε ἐμεῖς μονάχα οἱ ἀρματωμένοι ὅλοι, γιατὶ ὅλα τὰ μέρη εἶναι σὰ καὶ τὴ δική μας καὶ πᾶσα ψυχὴ ποῦ ζῇ εἶναι ἕτοιμη γιὰ τὸ μεγάλο κίνημα. Ὅλοι ἐμεῖς εἴμαστε ἕτοιμοι νὰ ξεσηκωθοῦμε, ὅσο περιμένουμε τὴ μέρα ποῦ θὰ σημάνουν οἱ καμπάνες.	[45, 598, 337, 737]
drama-subtitle: ΣΥΖΥΓΟΣ ΦΟΝΕΥΩΝ ΤΗΝ ΣΥΖΥΓΟΝ ΤΟΥ	[1135, 1155, 1509, 1198]
paragraph: Γνωστοποιεῖ ὅτι, τὸ ἀτμόπλοιον αὐτῆς «Θεμιστοκλῆς» ἀναχωρήσαν ἐκ Νέας Ὑόρκης ἀναμένεται εἰς Πειραιᾶ πρὸ τῶν ἑορτῶν τοῦ Πάσχα, φέρον ὑπερατλαντικοὺς ἐπιβάτας.	[849, 651, 1102, 727]
column-3	[600, 129, 835, 2149]
poem-line: Κι' ἄνοιξε τὰ φτερὰ γοργὰ τὰ χαρούμενα ἡ πατρίδα.	[357, 342, 533, 371]
article-paragraph: Εἰς τὴν ἐρημίαν ταύτην ἐπροχώρησαν πρὸς τὰ ἐμπρὸς οἱ χωρικοί, περιστοιχισμένοι τὸν γέροντα, καὶ ἐχάθησαν ὀπίσω ἀπὸ τοὺς λόφους.	[45, 1612, 337, 1657]
promo-text: Δὲν τὸ πιστεύετε; Ζητήσατε λοιπὸν σήμερον τὴν εἰκονογραφημένην «Παρνασσόν» καὶ θὰ πεισθῆτε.	[849, 554, 1102, 599]
column-5	[1117, 129, 1527, 2319]
ad-title: ΦΘΙΣΕΩΣ	[351, 992, 586, 1030]
ad-paragraph: Ὁδὸς Καλαμιωτοῦ ἀριθ. 5. Ἀθῆναι.	[361, 1210, 569, 1223]
section-body	[849, 1054, 1102, 1236]
section-body	[1327, 250, 1527, 682]
news-brief: —Ἡ Καλλιρρόη Παρρὲν ὡμίλησε εἰς τὸ Λύκειον τῶν Ἑλληνίδων περὶ τῆς γυναικὸς εἰς τὸν ἀγῶνα τοῦ '21.	[600, 906, 835, 951]
divider	[849, 833, 1102, 834]
paragraph: Μεγαλοπρεπέστατα θὰ τελεσθῇ σήμερον περὶ ὥραν 10 1/2 π. μ. ἡ Ἐθνικὴ ἡμῶν Ἑορτὴ ἐν τῷ κτιρίῳ τῆς Ἑλληνογαλλικῆς Σχολῆς.	[849, 185, 1102, 246]
page-number: 2	[54, 84, 77, 124]
paragraph: Ὅθεν λέγεται ἡ συνεδρίασις ἐλλείψεις ἀπαρτίας.	[1117, 445, 1317, 474]
paragraph: Προσεβλήθησαν χθὲς ἐκ μηνιγγίτιδος ἕτεροι δύο ἐκ τῶν κατοικούντων τῶν φυλακίων τοῦ Π. Στρατῶνος, οἵτινες καὶ μετεφέρθησαν εἰς τὸ Πολιτικὸν Νοσοκομεῖον.	[1117, 906, 1317, 998]
poem-line: τὴν προσευχὴ τὴ λαχταριστὴ μὲ τῆς μεσοβραδιᾶς	[357, 217, 571, 246]
paragraph: Ἀπὸ καιροῦ εἰς καιρὸν ὅμως οἱ γείτονες ἤκουον φωνὰς ἐκ τῆς οἰκίας των καὶ διελοῦσαν τὴν σύζυγον νὰ παραπονῆται εἰς τὰς γειτόνισσας.	[1327, 1217, 1527, 1295]
section-body	[1117, 1487, 1317, 1633]
